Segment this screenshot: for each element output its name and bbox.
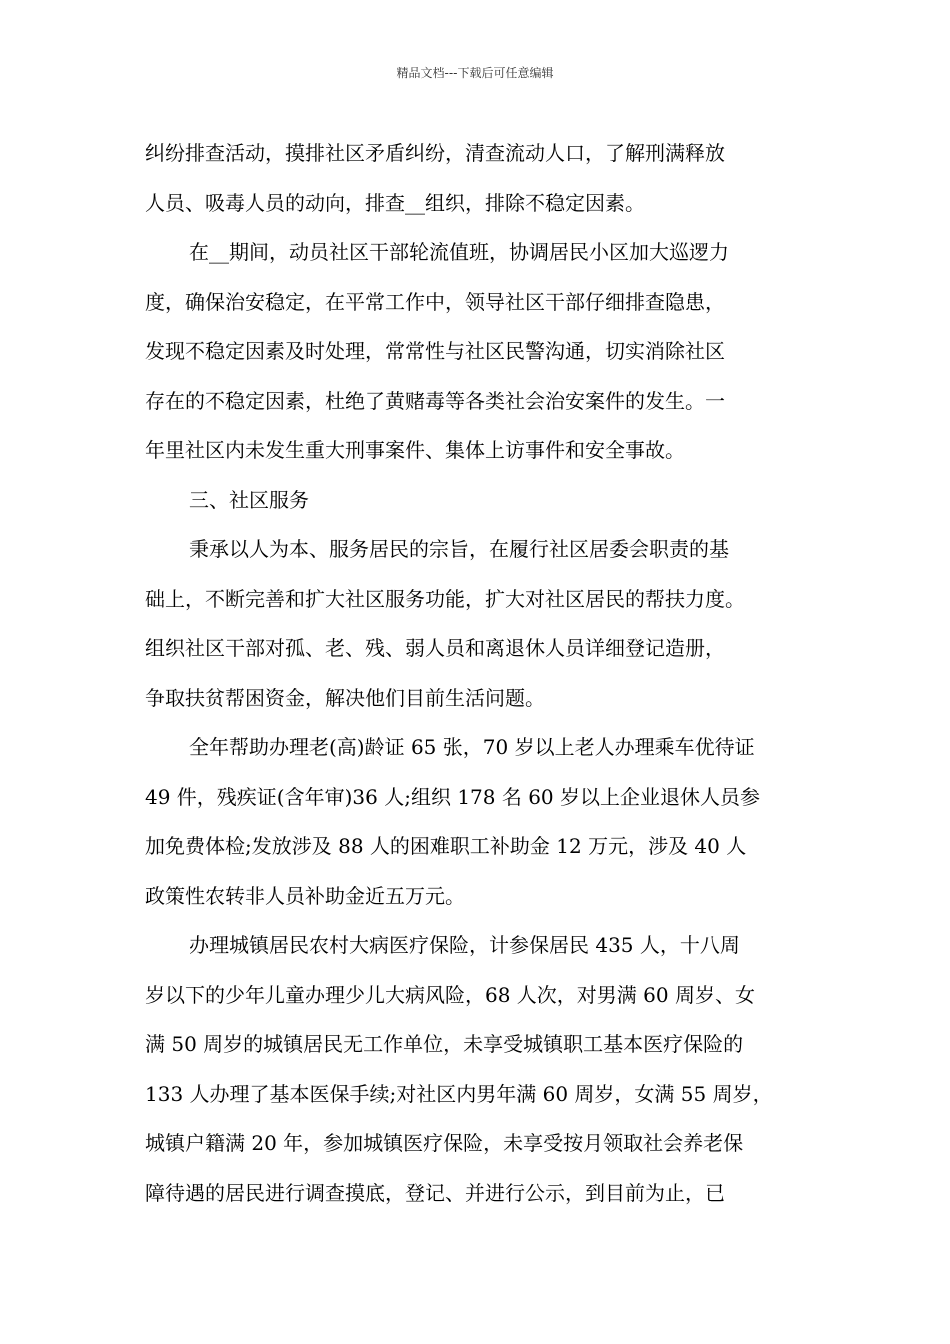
text-line: 年里社区内未发生重大刑事案件、集体上访事件和安全事故。 [145,438,685,462]
text-line: 争取扶贫帮困资金，解决他们目前生活问题。 [145,685,545,710]
text-line: 度，确保治安稳定，在平常工作中，领导社区干部仔细排查隐患， [145,289,725,314]
text-line: 在__期间，动员社区干部轮流值班，协调居民小区加大巡逻力 [189,240,729,264]
text-line: 发现不稳定因素及时处理，常常性与社区民警沟通，切实消除社区 [145,339,725,363]
text-line: 人员、吸毒人员的动向，排查__组织，排除不稳定因素。 [145,190,645,215]
text-line: 全年帮助办理老(高)龄证 65 张，70 岁以上老人办理乘车优待证 [189,735,755,759]
text-line: 政策性农转非人员补助金近五万元。 [145,883,465,908]
text-line: 满 50 周岁的城镇居民无工作单位，未享受城镇职工基本医疗保险的 [145,1032,744,1056]
document-body [145,129,817,1218]
text-line: 加免费体检;发放涉及 88 人的困难职工补助金 12 万元，涉及 40 人 [145,834,747,858]
page-header: 精品文档---下载后可任意编辑 [396,66,554,80]
text-line: 城镇户籍满 20 年，参加城镇医疗保险，未享受按月领取社会养老保 [145,1131,744,1155]
text-line: 障待遇的居民进行调查摸底，登记、并进行公示，到目前为止，已 [145,1180,725,1205]
text-line: 纠纷排查活动，摸排社区矛盾纠纷，清查流动人口，了解刑满释放 [145,141,725,165]
text-line: 49 件，残疾证(含年审)36 人;组织 178 名 60 岁以上企业退休人员参 [145,784,761,809]
text-line: 存在的不稳定因素，杜绝了黄赌毒等各类社会治安案件的发生。一 [145,388,725,413]
text-line: 岁以下的少年儿童办理少儿大病风险，68 人次，对男满 60 周岁、女 [145,982,755,1007]
text-line: 133 人办理了基本医保手续;对社区内男年满 60 周岁，女满 55 周岁， [145,1081,773,1106]
text-line: 三、社区服务 [189,487,309,512]
text-line: 办理城镇居民农村大病医疗保险，计参保居民 435 人，十八周 [189,933,740,957]
text-line: 础上，不断完善和扩大社区服务功能，扩大对社区居民的帮扶力度。 [145,586,745,611]
text-line: 组织社区干部对孤、老、残、弱人员和离退休人员详细登记造册， [145,636,725,660]
text-line: 秉承以人为本、服务居民的宗旨，在履行社区居委会职责的基 [189,537,729,561]
